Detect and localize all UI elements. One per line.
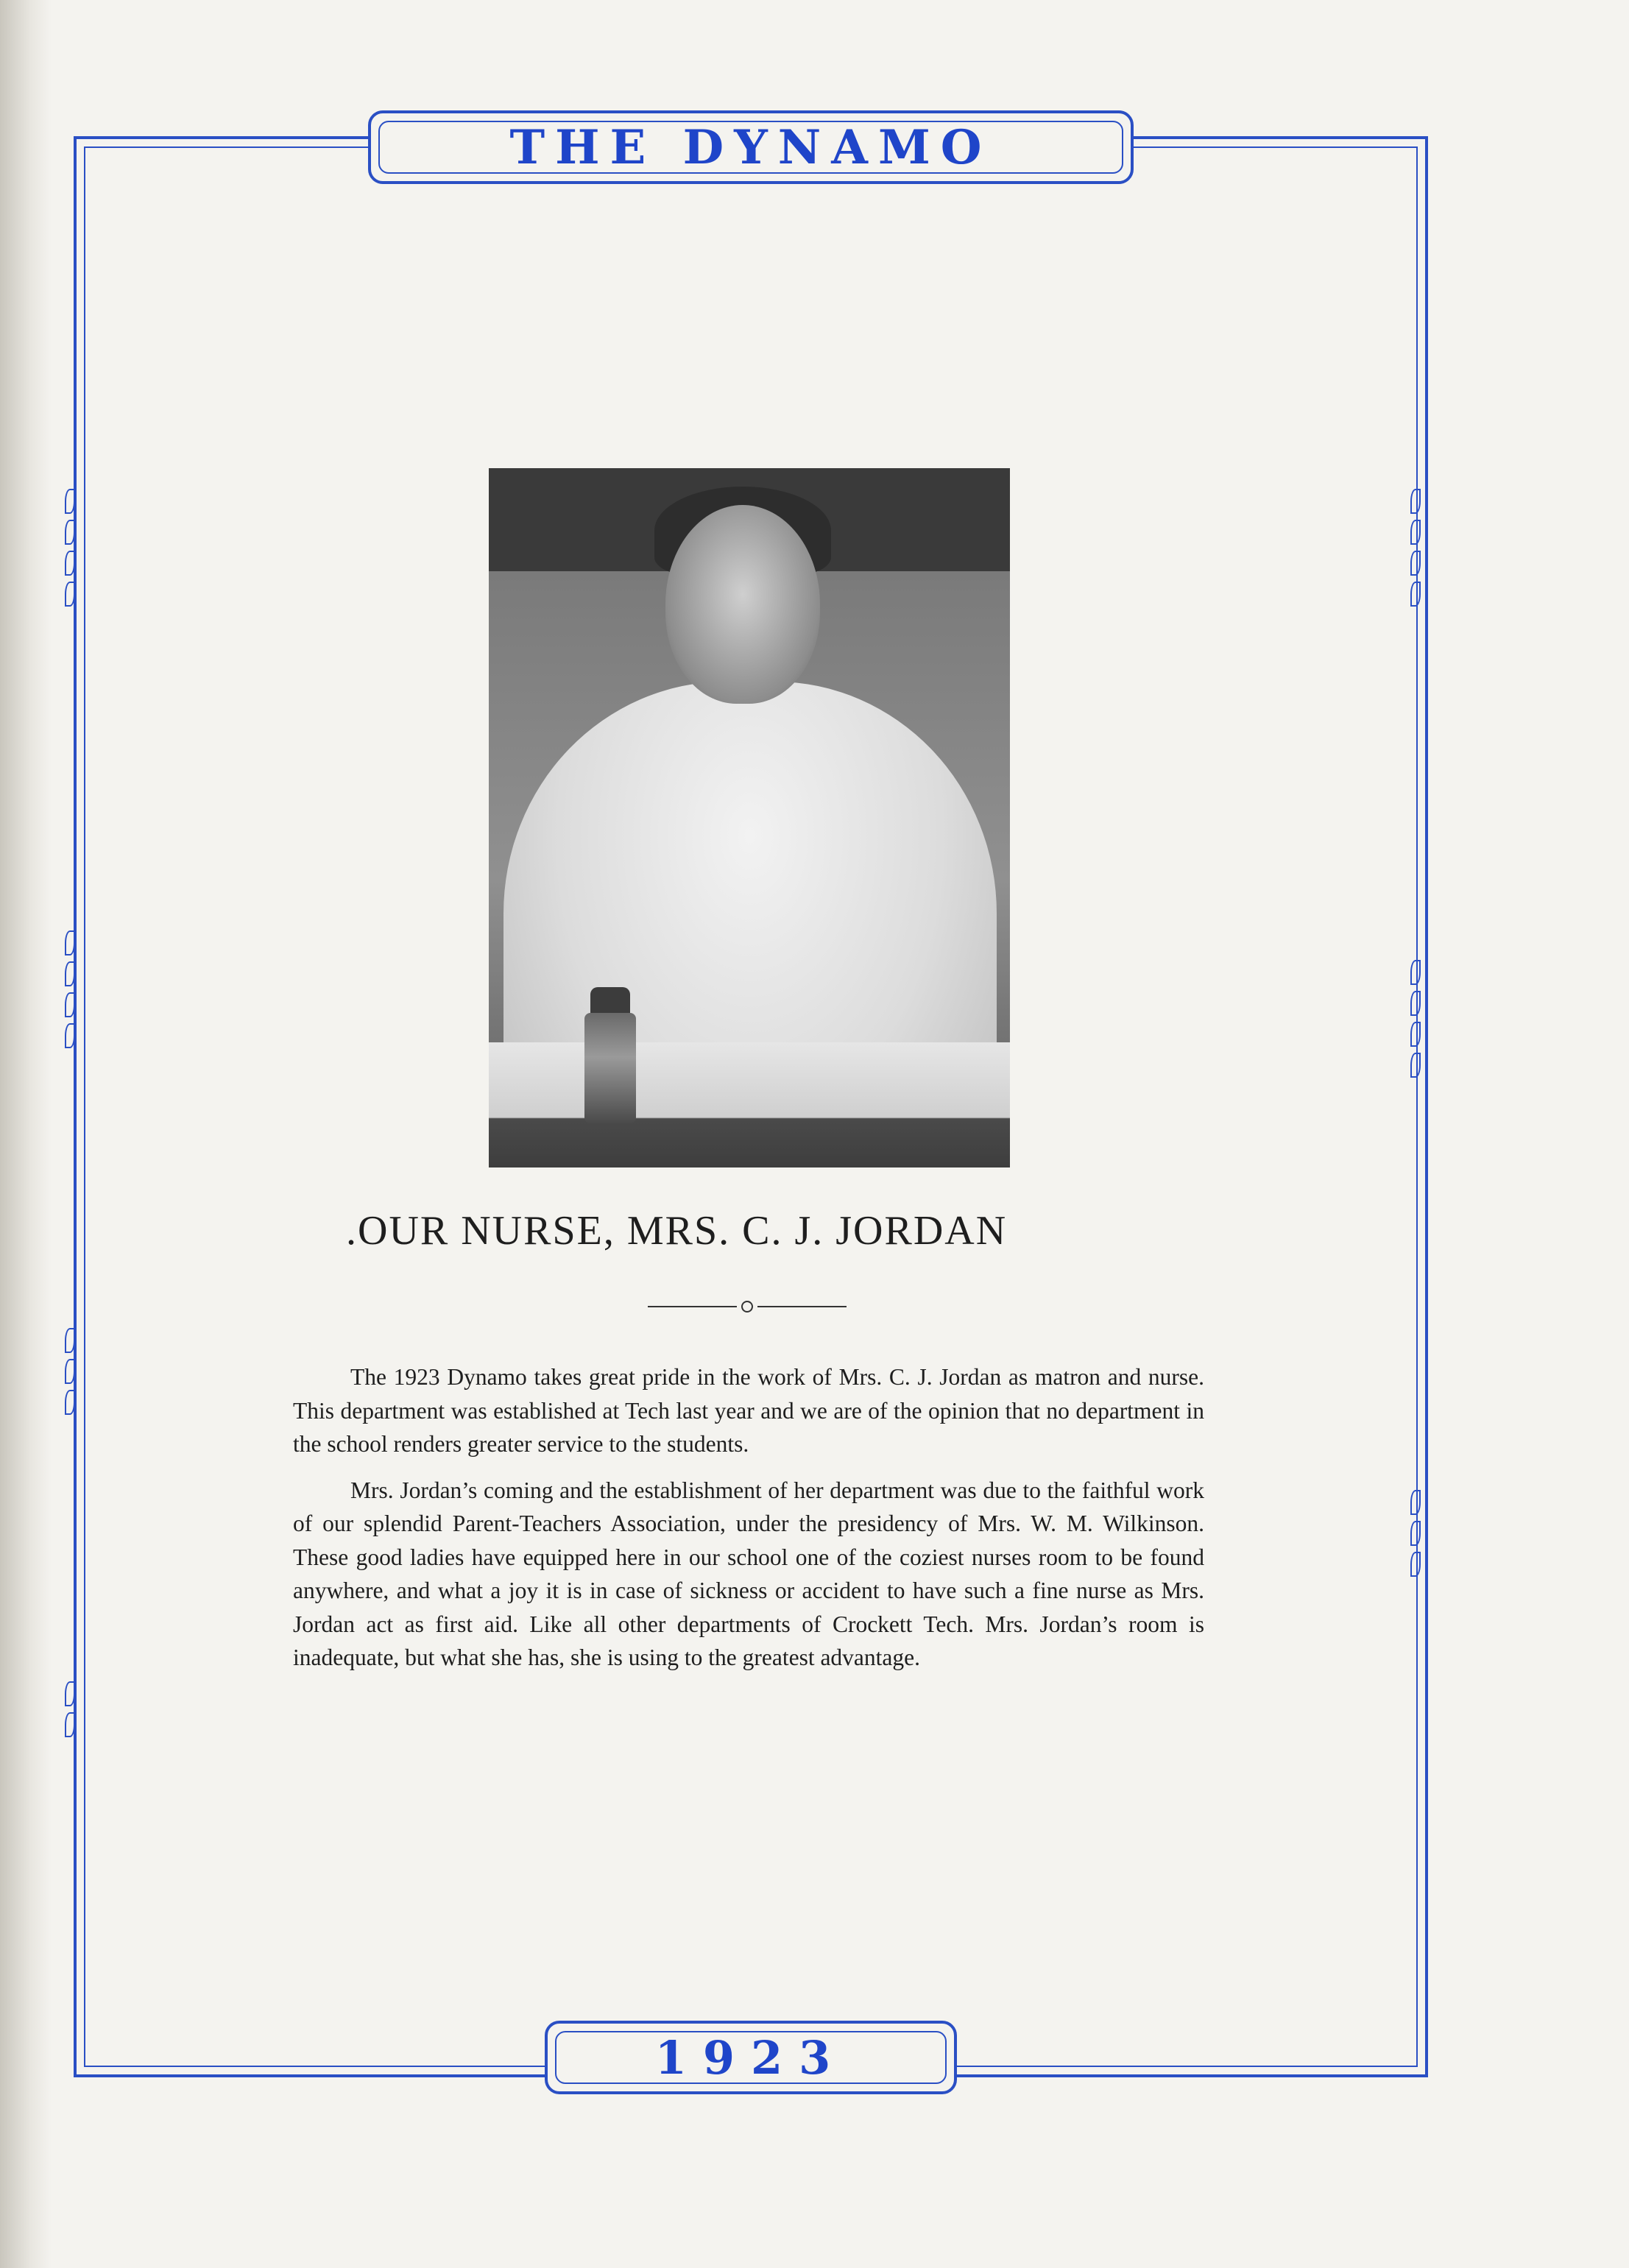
section-divider [648,1299,847,1314]
photo-bottle-cap [590,987,630,1017]
footer-cartouche [545,2021,957,2094]
article-paragraph-1: The 1923 Dynamo takes great pride in the work of Mrs. C. J. Jordan as matron and nurse. This department was established at Tech last year and we are of the opinion that no department in the school renders greater service to the students. [293,1364,1204,1457]
border-ornament-left-3 [62,1325,78,1418]
border-ornament-right-1 [1407,486,1424,610]
header-cartouche [368,110,1134,184]
photo-bottle [584,1013,636,1123]
page-title: THE DYNAMO [509,119,992,175]
border-ornament-left-1 [62,486,78,610]
border-ornament-left-2 [62,928,78,1051]
page-footer-year: 1923 [654,2030,847,2085]
photo-caption: .OUR NURSE, MRS. C. J. JORDAN [346,1208,1008,1254]
photo-figure-head [665,505,820,704]
article-paragraph-2: Mrs. Jordan’s coming and the establishment of her department was due to the faithful work of our splendid Parent-Teachers Association, under the presidency of Mrs. W. M. Wilkinson. These good ladies have equipped here in our school one of the coziest nurses room to be found anywhere, and what a joy it is in case of sickness or accident to have such a fine nurse as Mrs. Jordan act as first aid. Like all other departments of Crockett Tech. Mrs. Jordan’s room is inadequate, but what she has, she is using to the greatest advantage. [293,1477,1204,1670]
page-binding-shadow [0,0,52,2268]
article-body [293,1360,1204,1687]
divider-circle-icon [741,1301,753,1313]
border-ornament-right-3 [1407,1487,1424,1580]
photo-desk [489,1042,1010,1167]
portrait-photo [489,468,1010,1167]
border-ornament-left-4 [62,1678,78,1740]
border-ornament-right-2 [1407,957,1424,1081]
